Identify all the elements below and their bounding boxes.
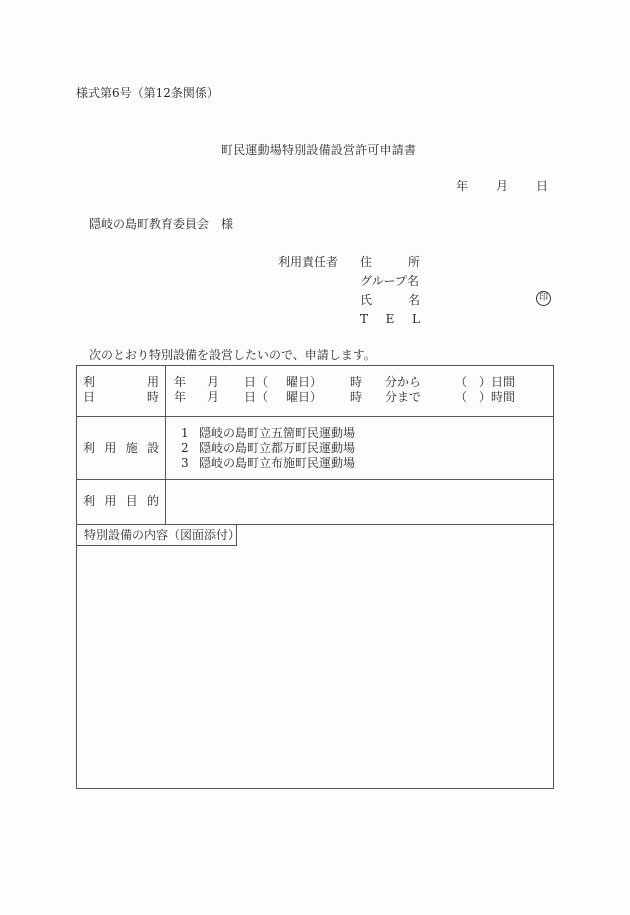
name-label-part: 氏: [360, 293, 373, 307]
usage-datetime-label: [83, 375, 159, 405]
month-label: 月: [207, 390, 220, 404]
day-label: 日（: [244, 375, 269, 389]
facility-number: 1: [181, 426, 189, 440]
year-label: 年: [174, 390, 187, 404]
facility-name: 隠岐の島町立都万町民運動場: [199, 441, 356, 455]
facility-option[interactable]: [181, 441, 355, 456]
facility-number: 2: [181, 441, 189, 455]
days-label: ）日間: [479, 375, 516, 389]
open-paren: （: [455, 390, 468, 404]
facility-number: 3: [181, 456, 189, 470]
name-field-label: [360, 293, 420, 307]
address-field-label: [360, 255, 420, 269]
tel-field-label: [360, 312, 420, 326]
facility-option[interactable]: [181, 456, 355, 471]
tel-label-part: T: [360, 312, 369, 326]
recipient-name: 隠岐の島町教育委員会: [89, 217, 210, 231]
recipient-honorific: 様: [221, 217, 234, 231]
name-label-part: 名: [407, 293, 420, 307]
tel-label-part: E: [385, 312, 395, 326]
open-paren: （: [455, 375, 468, 389]
hours-label: ）時間: [479, 390, 516, 404]
applicant-label: 利用責任者: [278, 255, 339, 269]
document-title: 町民運動場特別設備設営許可申請書: [221, 143, 417, 157]
label-char: 用: [146, 375, 159, 389]
label-char: 時: [146, 390, 159, 404]
hour-label: 時: [350, 390, 363, 404]
group-name-field-label: [360, 274, 420, 288]
facility-option[interactable]: [181, 426, 355, 441]
usage-end-row[interactable]: [174, 390, 515, 405]
weekday-label: 曜日）: [286, 375, 323, 389]
application-table: [76, 365, 554, 789]
group-name-label: グループ名: [360, 274, 420, 288]
form-number: 様式第6号（第12条関係）: [76, 86, 219, 100]
seal-icon: 印: [536, 291, 551, 306]
date-day-label: 日: [536, 179, 549, 193]
day-label: 日（: [244, 390, 269, 404]
weekday-label: 曜日）: [286, 390, 323, 404]
year-label: 年: [174, 375, 187, 389]
address-label-part: 所: [407, 255, 420, 269]
label-char: 用: [104, 441, 117, 455]
intro-text: 次のとおり特別設備を設営したいので、申請します。: [89, 348, 376, 362]
tel-label-part: L: [412, 312, 420, 326]
minute-until-label: 分まで: [385, 390, 422, 404]
facility-name: 隠岐の島町立五箇町民運動場: [199, 426, 356, 440]
equipment-content-label: 特別設備の内容（図面添付）: [77, 525, 237, 546]
label-char: 設: [146, 441, 159, 455]
label-char: 用: [104, 494, 117, 508]
label-char: 利: [83, 375, 96, 389]
equipment-content-area[interactable]: [77, 547, 553, 788]
purpose-input[interactable]: [167, 480, 553, 523]
recipient: [89, 217, 233, 231]
label-char: 利: [83, 441, 96, 455]
address-label-part: 住: [360, 255, 373, 269]
purpose-label: [83, 494, 159, 509]
label-char: 目: [125, 494, 138, 508]
row-divider: [77, 416, 553, 417]
month-label: 月: [207, 375, 220, 389]
facility-label: [83, 441, 159, 456]
label-char: 的: [146, 494, 159, 508]
label-char: 日: [83, 390, 96, 404]
hour-label: 時: [350, 375, 363, 389]
date-month-label: 月: [496, 179, 509, 193]
column-divider: [165, 366, 166, 524]
minute-from-label: 分から: [385, 375, 422, 389]
usage-start-row[interactable]: [174, 375, 515, 390]
facility-name: 隠岐の島町立布施町民運動場: [199, 456, 356, 470]
application-date: [456, 179, 548, 193]
date-year-label: 年: [456, 179, 469, 193]
label-char: 施: [125, 441, 138, 455]
label-char: 利: [83, 494, 96, 508]
